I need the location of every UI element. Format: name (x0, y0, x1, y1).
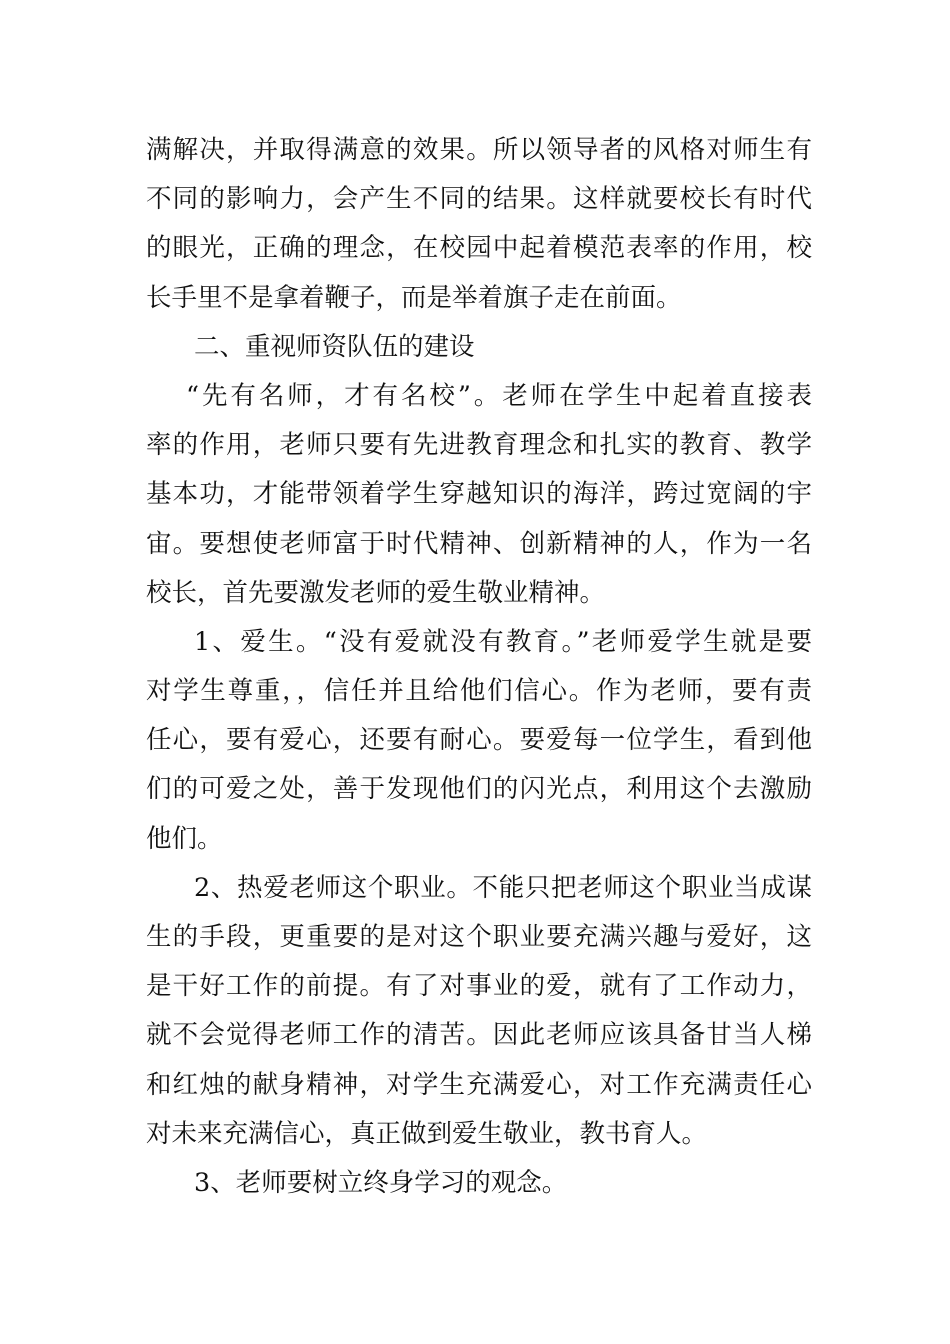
text-line: 1、爱生。“没有爱就没有教育。”老师爱学生就是要 (194, 626, 812, 657)
text-line: 满解决，并取得满意的效果。所以领导者的风格对师生有 (146, 135, 812, 165)
text-line: 宙。要想使老师富于时代精神、创新精神的人，作为一名 (146, 528, 812, 559)
section-heading: 二、重视师资队伍的建设 (194, 331, 475, 362)
text-line: 对学生尊重，，信任并且给他们信心。作为老师，要有责 (146, 676, 812, 707)
text-line: 是干好工作的前提。有了对事业的爱，就有了工作动力， (146, 971, 812, 1002)
text-line: 生的手段，更重要的是对这个职业要充满兴趣与爱好，这 (146, 922, 812, 952)
text-line: 2、热爱老师这个职业。不能只把老师这个职业当成谋 (194, 872, 812, 903)
text-line: 和红烛的献身精神，对学生充满爱心，对工作充满责任心 (146, 1069, 812, 1100)
text-line: “先有名师，才有名校”。老师在学生中起着直接表 (186, 380, 812, 411)
text-line: 对未来充满信心，真正做到爱生敬业，教书育人。 (146, 1118, 708, 1149)
text-line: 率的作用，老师只要有先进教育理念和扎实的教育、教学 (146, 430, 812, 461)
text-line: 不同的影响力，会产生不同的结果。这样就要校长有时代 (146, 184, 812, 215)
text-line: 们的可爱之处，善于发现他们的闪光点，利用这个去激励 (146, 774, 812, 805)
text-line: 校长，首先要激发老师的爱生敬业精神。 (146, 577, 606, 608)
text-line: 3、老师要树立终身学习的观念。 (194, 1167, 568, 1198)
text-line: 任心，要有爱心，还要有耐心。要爱每一位学生，看到他 (146, 725, 812, 756)
text-line: 他们。 (146, 823, 223, 854)
text-line: 基本功，才能带领着学生穿越知识的海洋，跨过宽阔的宇 (146, 479, 812, 510)
text-line: 长手里不是拿着鞭子，而是举着旗子走在前面。 (146, 282, 682, 313)
text-line: 就不会觉得老师工作的清苦。因此老师应该具备甘当人梯 (146, 1020, 812, 1051)
text-line: 的眼光，正确的理念，在校园中起着模范表率的作用，校 (146, 233, 812, 264)
body-text (146, 126, 812, 1208)
